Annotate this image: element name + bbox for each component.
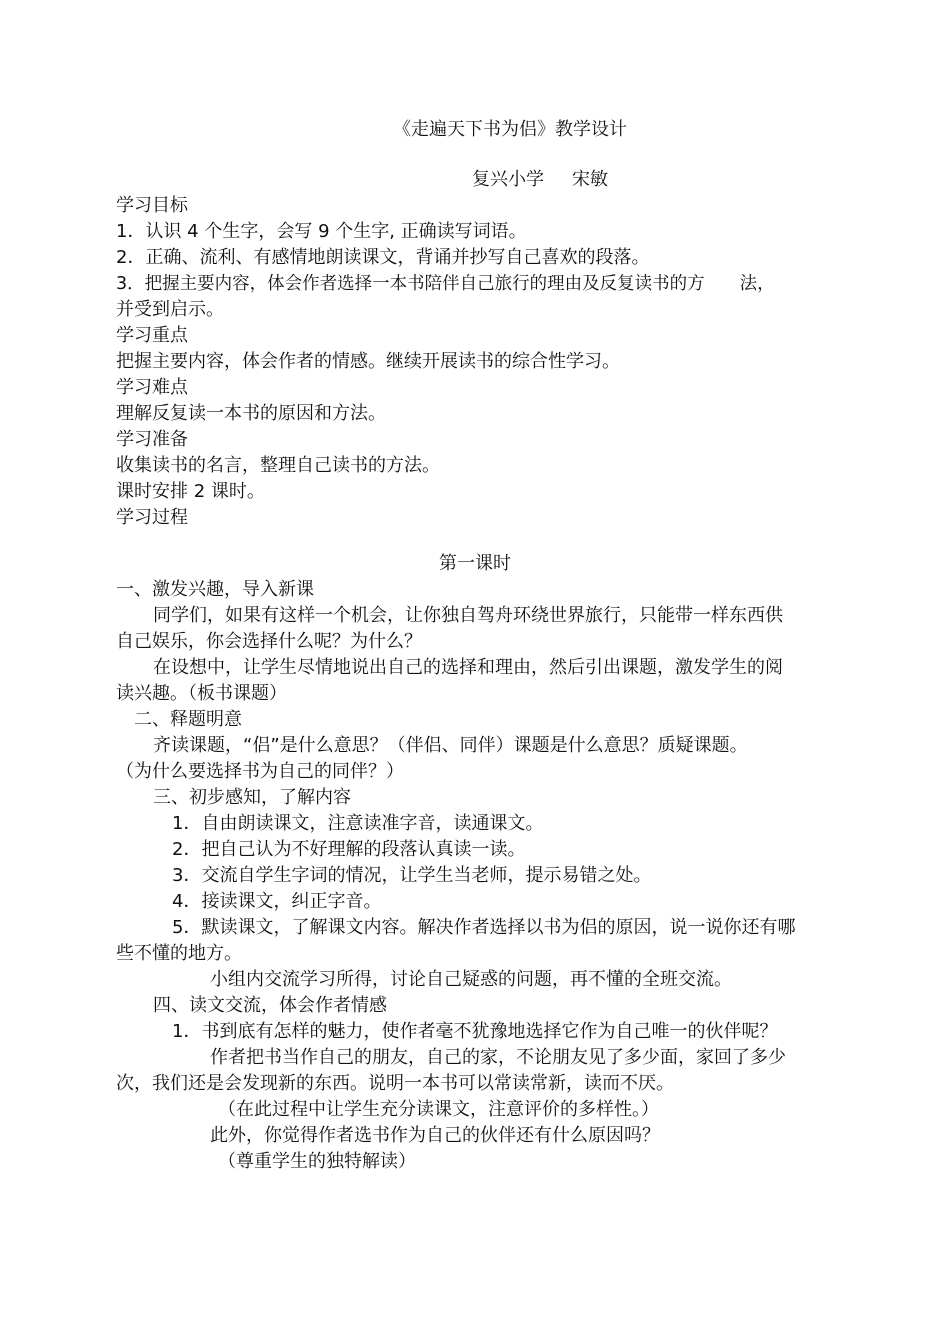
section-4-para-line-2: 次，我们还是会发现新的东西。说明一本书可以常读常新，读而不厌。	[116, 1073, 674, 1094]
difficulty-heading: 学习难点	[116, 377, 188, 398]
section-3-item-4: 4．接读课文，纠正字音。	[172, 891, 382, 912]
section-1-para-2-line-2: 读兴趣。（板书课题）	[116, 683, 287, 704]
goal-3-line-2: 并受到启示。	[116, 299, 224, 320]
document-title: 《走遍天下书为侣》教学设计	[393, 119, 627, 140]
lesson-title: 第一课时	[439, 553, 511, 574]
teacher-name: 宋敏	[572, 169, 608, 190]
section-3-item-3: 3．交流自学生字词的情况，让学生当老师，提示易错之处。	[172, 865, 652, 886]
process-heading: 学习过程	[116, 507, 188, 528]
prep-heading: 学习准备	[116, 429, 188, 450]
schedule-text: 课时安排 2 课时。	[116, 481, 265, 502]
goals-heading: 学习目标	[116, 195, 188, 216]
key-text: 把握主要内容，体会作者的情感。继续开展读书的综合性学习。	[116, 351, 620, 372]
section-2-para-line-2: （为什么要选择书为自己的同伴？）	[116, 761, 404, 782]
section-1-heading: 一、激发兴趣，导入新课	[116, 579, 314, 600]
goal-3-line-1: 3．把握主要内容，体会作者选择一本书陪伴自己旅行的理由及反复读书的方 法，	[116, 274, 775, 294]
section-3-note: 小组内交流学习所得，讨论自己疑惑的问题，再不懂的全班交流。	[210, 969, 732, 990]
section-3-item-1: 1．自由朗读课文，注意读准字音，读通课文。	[172, 813, 544, 834]
section-3-item-5-line-2: 些不懂的地方。	[116, 943, 242, 964]
goal-1: 1．认识 4 个生字，会写 9 个生字, 正确读写词语。	[116, 221, 527, 242]
section-4-note-2: （尊重学生的独特解读）	[218, 1151, 416, 1172]
key-heading: 学习重点	[116, 325, 188, 346]
section-4-note-1: （在此过程中让学生充分读课文，注意评价的多样性。）	[218, 1099, 659, 1120]
section-3-item-5-line-1: 5．默读课文，了解课文内容。解决作者选择以书为侣的原因，说一说你还有哪	[172, 917, 796, 938]
school-name: 复兴小学	[472, 169, 544, 190]
section-4-question: 此外，你觉得作者选书作为自己的伙伴还有什么原因吗？	[210, 1125, 660, 1146]
difficulty-text: 理解反复读一本书的原因和方法。	[116, 403, 386, 424]
prep-text: 收集读书的名言，整理自己读书的方法。	[116, 455, 440, 476]
section-4-para-line-1: 作者把书当作自己的朋友，自己的家，不论朋友见了多少面，家回了多少	[210, 1047, 786, 1068]
section-4-item-1: 1．书到底有怎样的魅力，使作者毫不犹豫地选择它作为自己唯一的伙伴呢？	[172, 1021, 778, 1042]
section-1-para-1-line-1: 同学们，如果有这样一个机会，让你独自驾舟环绕世界旅行，只能带一样东西供	[153, 605, 783, 626]
section-4-heading: 四、读文交流，体会作者情感	[153, 995, 387, 1016]
goal-2: 2．正确、流利、有感情地朗读课文，背诵并抄写自己喜欢的段落。	[116, 247, 650, 268]
section-1-para-2-line-1: 在设想中，让学生尽情地说出自己的选择和理由，然后引出课题，激发学生的阅	[153, 657, 783, 678]
section-3-item-2: 2．把自己认为不好理解的段落认真读一读。	[172, 839, 526, 860]
section-1-para-1-line-2: 自己娱乐，你会选择什么呢？为什么？	[116, 631, 422, 652]
section-3-heading: 三、初步感知，了解内容	[153, 787, 351, 808]
author-line	[0, 167, 950, 193]
section-2-heading: 二、释题明意	[134, 709, 242, 730]
section-2-para-line-1: 齐读课题，“侣”是什么意思？（伴侣、同伴）课题是什么意思？质疑课题。	[153, 735, 748, 756]
